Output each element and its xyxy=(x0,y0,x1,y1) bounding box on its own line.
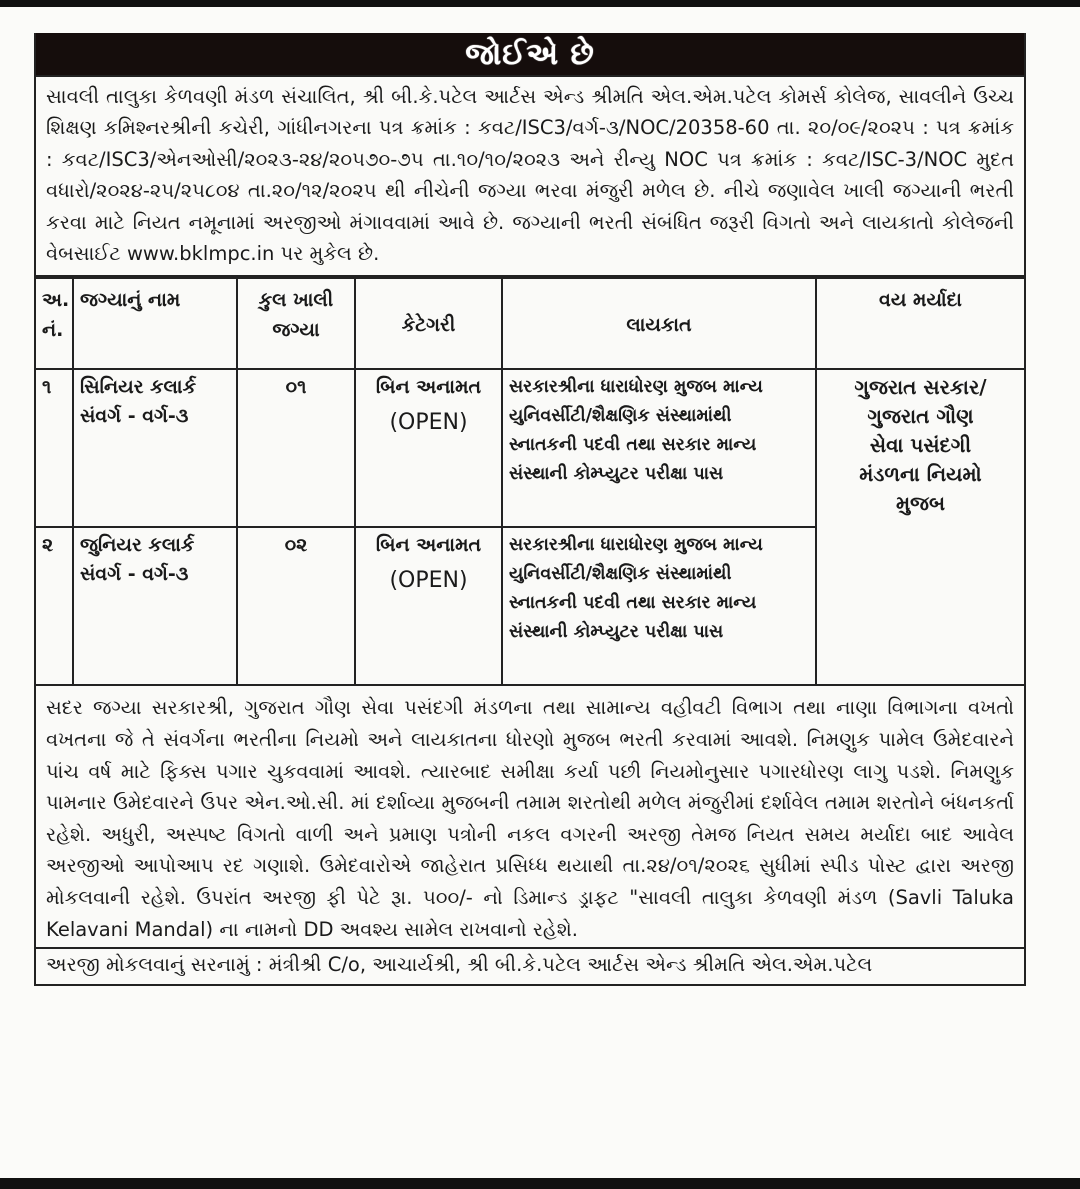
intro-paragraph: સાવલી તાલુકા કેળવણી મંડળ સંચાલિત, શ્રી બી.કે.પટેલ આર્ટસ એન્ડ શ્રીમતિ એલ.એમ.પટેલ કોમર્સ કોલેજ, સાવલીને ઉચ્ચ શિક્ષણ કમિશ્નરશ્રીની કચેરી, ગાંધીનગરના પત્ર ક્રમાંક : કવટ/ISC3/વર્ગ-૩/NOC/20358-60 તા. ૨૦/૦૯/૨૦૨૫ : પત્ર ક્રમાંક : કવટ/ISC3/એનઓસી/૨૦૨૩-૨૪/૨૦૫૭૦-૭૫ તા.૧૦/૧૦/૨૦૨૩ અને રીન્યુ NOC પત્ર ક્રમાંક : કવટ/ISC-3/NOC મુદત વધારો/૨૦૨૪-૨૫/૨૫૮૦૪ તા.૨૦/૧૨/૨૦૨૫ થી નીચેની જગ્યા ભરવા મંજુરી મળેલ છે. નીચે જણાવેલ ખાલી જગ્યાની ભરતી કરવા માટે નિયત નમૂનામાં અરજીઓ મંગાવવામાં આવે છે. જગ્યાની ભરતી સંબંધિત જરૂરી વિગતો અને લાયકાતો કોલેજની વેબસાઈટ www.bklmpc.in પર મુકેલ છે. xyxy=(36,77,1024,277)
post-name-line: જુનિયર કલાર્ક xyxy=(80,534,195,557)
age-limit xyxy=(816,369,1024,685)
header-total-vacancies: કુલ ખાલી જગ્યા xyxy=(237,278,355,369)
qualification xyxy=(502,527,816,685)
header-qualification: લાયકાત xyxy=(502,278,816,369)
top-black-bar xyxy=(0,0,1080,7)
header-post-name: જગ્યાનું નામ xyxy=(73,278,237,369)
sr-no: ૧ xyxy=(36,369,73,527)
job-advertisement xyxy=(34,33,1026,986)
qualification-line: સંસ્થાની કોમ્પ્યુટર પરીક્ષા પાસ xyxy=(509,464,724,485)
qualification-line: સ્નાતકની પદવી તથા સરકાર માન્ય xyxy=(509,593,757,614)
terms-paragraph: સદર જગ્યા સરકારશ્રી, ગુજરાત ગૌણ સેવા પસંદગી મંડળના તથા સામાન્ય વહીવટી વિભાગ તથા નાણા વિભાગના વખતો વખતના જે તે સંવર્ગના ભરતીના નિયમો અને લાયકાતના ધોરણો મુજબ ભરતી કરવામાં આવશે. નિમણુક પામેલ ઉમેદવારને પાંચ વર્ષ માટે ફિક્સ પગાર ચુકવવામાં આવશે. ત્યારબાદ સમીક્ષા કર્યા પછી નિયમોનુસાર પગારધોરણ લાગુ પડશે. નિમણુક પામનાર ઉમેદવારને ઉપર એન.ઓ.સી. માં દર્શાવ્યા મુજબની તમામ શરતોથી મળેલ મંજુરીમાં દર્શાવેલ તમામ શરતોને બંધનકર્તા રહેશે. અધુરી, અસ્પષ્ટ વિગતો વાળી અને પ્રમાણ પત્રોની નકલ વગરની અરજી તેમજ નિયત સમય મર્યાદા બાદ આવેલ અરજીઓ આપોઆપ રદ ગણાશે. ઉમેદવારોએ જાહેરાત પ્રસિધ્ધ થયાથી તા.૨૪/૦૧/૨૦૨૬ સુધીમાં સ્પીડ પોસ્ટ દ્વારા અરજી મોકલવાની રહેશે. ઉપરાંત અરજી ફી પેટે રૂા. ૫૦૦/- નો ડિમાન્ડ ડ્રાફટ "સાવલી તાલુકા કેળવણી મંડળ (Savli Taluka Kelavani Mandal) ના નામનો DD અવશ્ય સામેલ રાખવાનો રહેશે. xyxy=(46,696,1014,941)
qualification-line: સરકારશ્રીના ધારાધોરણ મુજબ માન્ય xyxy=(509,535,763,556)
category-english: (OPEN) xyxy=(389,568,468,594)
qualification-line: સ્નાતકની પદવી તથા સરકાર માન્ય xyxy=(509,435,757,456)
qualification-line: સંસ્થાની કોમ્પ્યુટર પરીક્ષા પાસ xyxy=(509,622,724,643)
post-name-line: સંવર્ગ - વર્ગ-૩ xyxy=(80,563,189,586)
post-name xyxy=(73,369,237,527)
category-english: (OPEN) xyxy=(389,410,468,436)
age-limit-line: મંડળના નિયમો xyxy=(859,462,982,487)
sr-no: ૨ xyxy=(36,527,73,685)
total-vacancies: ૦૧ xyxy=(237,369,355,527)
category xyxy=(355,527,502,685)
vacancy-table xyxy=(36,277,1024,686)
qualification-line: યુનિવર્સીટી/શૈક્ષણિક સંસ્થામાંથી xyxy=(509,406,732,427)
post-name-line: સિનિયર કલાર્ક xyxy=(80,376,196,399)
total-vacancies: ૦૨ xyxy=(237,527,355,685)
header-sr-no: અ. નં. xyxy=(36,278,73,369)
header-category: કેટેગરી xyxy=(355,278,502,369)
heading-band xyxy=(36,33,1024,77)
post-name xyxy=(73,527,237,685)
age-limit-line: સેવા પસંદગી xyxy=(869,433,972,458)
table-header-row xyxy=(36,278,1024,369)
bottom-black-bar xyxy=(0,1178,1080,1189)
header-age-limit: વય મર્યાદા xyxy=(816,278,1024,369)
qualification-line: યુનિવર્સીટી/શૈક્ષણિક સંસ્થામાંથી xyxy=(509,564,732,585)
age-limit-line: ગુજરાત ગૌણ xyxy=(867,404,974,429)
category-gujarati: બિન અનામત xyxy=(375,376,482,399)
age-limit-line: મુજબ xyxy=(895,491,946,516)
age-limit-line: ગુજરાત સરકાર/ xyxy=(854,375,987,400)
category-gujarati: બિન અનામત xyxy=(375,534,482,557)
qualification-line: સરકારશ્રીના ધારાધોરણ મુજબ માન્ય xyxy=(509,377,763,398)
table-row xyxy=(36,369,1024,527)
qualification xyxy=(502,369,816,527)
category xyxy=(355,369,502,527)
application-address: અરજી મોકલવાનું સરનામું : મંત્રીશ્રી C/o, આચાર્યશ્રી, શ્રી બી.કે.પટેલ આર્ટસ એન્ડ શ્રીમતિ એલ.એમ.પટેલ xyxy=(36,947,1024,984)
ad-heading: જોઈએ છે xyxy=(451,37,608,72)
post-name-line: સંવર્ગ - વર્ગ-૩ xyxy=(80,405,189,428)
